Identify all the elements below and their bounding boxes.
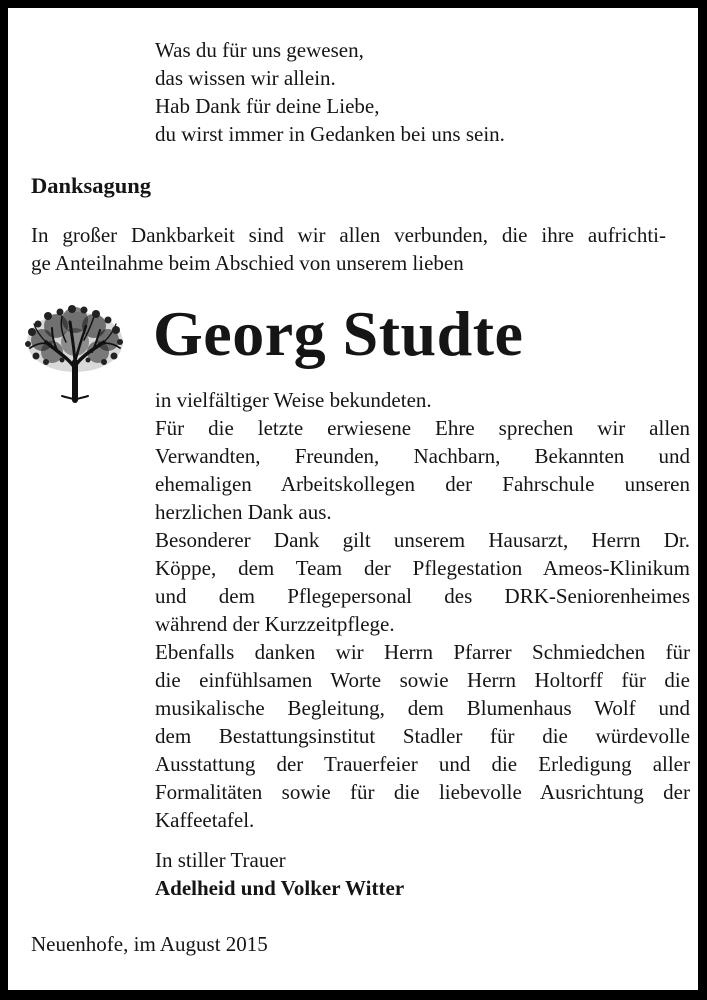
body-line: während der Kurzzeitpflege. (155, 612, 395, 636)
obituary-card (8, 8, 698, 990)
poem (155, 36, 505, 148)
poem-line: du wirst immer in Gedanken bei uns sein. (155, 122, 505, 146)
thanks-body (155, 386, 690, 834)
body-line: und dem Pflegepersonal des DRK-Seniorenheimes (155, 584, 690, 608)
poem-line: Hab Dank für deine Liebe, (155, 94, 380, 118)
body-line: die einfühlsamen Worte sowie Herrn Holtorff für die (155, 668, 690, 692)
heading-danksagung: Danksagung (31, 173, 152, 198)
intro-line: ge Anteilnahme beim Abschied von unserem lieben (31, 251, 464, 275)
signers: Adelheid und Volker Witter (155, 876, 405, 900)
body-line: musikalische Begleitung, dem Blumenhaus Wolf und (155, 696, 690, 720)
body-line: herzlichen Dank aus. (155, 500, 332, 524)
mourning-phrase: In stiller Trauer (155, 848, 286, 872)
body-line: dem Bestattungsinstitut Stadler für die würdevolle (155, 724, 690, 748)
intro-line: In großer Dankbarkeit sind wir allen verbunden, die ihre aufrichti- (31, 223, 666, 247)
deceased-name: Georg Studte (153, 298, 524, 369)
body-line: in vielfältiger Weise bekundeten. (155, 388, 432, 412)
body-line: Ausstattung der Trauerfeier und die Erledigung aller (155, 752, 690, 776)
intro-text (31, 221, 666, 277)
poem-line: das wissen wir allein. (155, 66, 336, 90)
body-line: Köppe, dem Team der Pflegestation Ameos-Klinikum (155, 556, 690, 580)
body-line: Verwandten, Freunden, Nachbarn, Bekannten und (155, 444, 690, 468)
body-line: Kaffeetafel. (155, 808, 255, 832)
tree-icon (22, 302, 128, 408)
body-line: Besonderer Dank gilt unserem Hausarzt, Herrn Dr. (155, 528, 690, 552)
body-line: ehemaligen Arbeitskollegen der Fahrschule unseren (155, 472, 690, 496)
body-line: Für die letzte erwiesene Ehre sprechen wir allen (155, 416, 690, 440)
poem-line: Was du für uns gewesen, (155, 38, 364, 62)
body-line: Ebenfalls danken wir Herrn Pfarrer Schmiedchen für (155, 640, 690, 664)
body-line: Formalitäten sowie für die liebevolle Ausrichtung der (155, 780, 690, 804)
place-date: Neuenhofe, im August 2015 (31, 932, 268, 956)
closing (155, 846, 404, 902)
